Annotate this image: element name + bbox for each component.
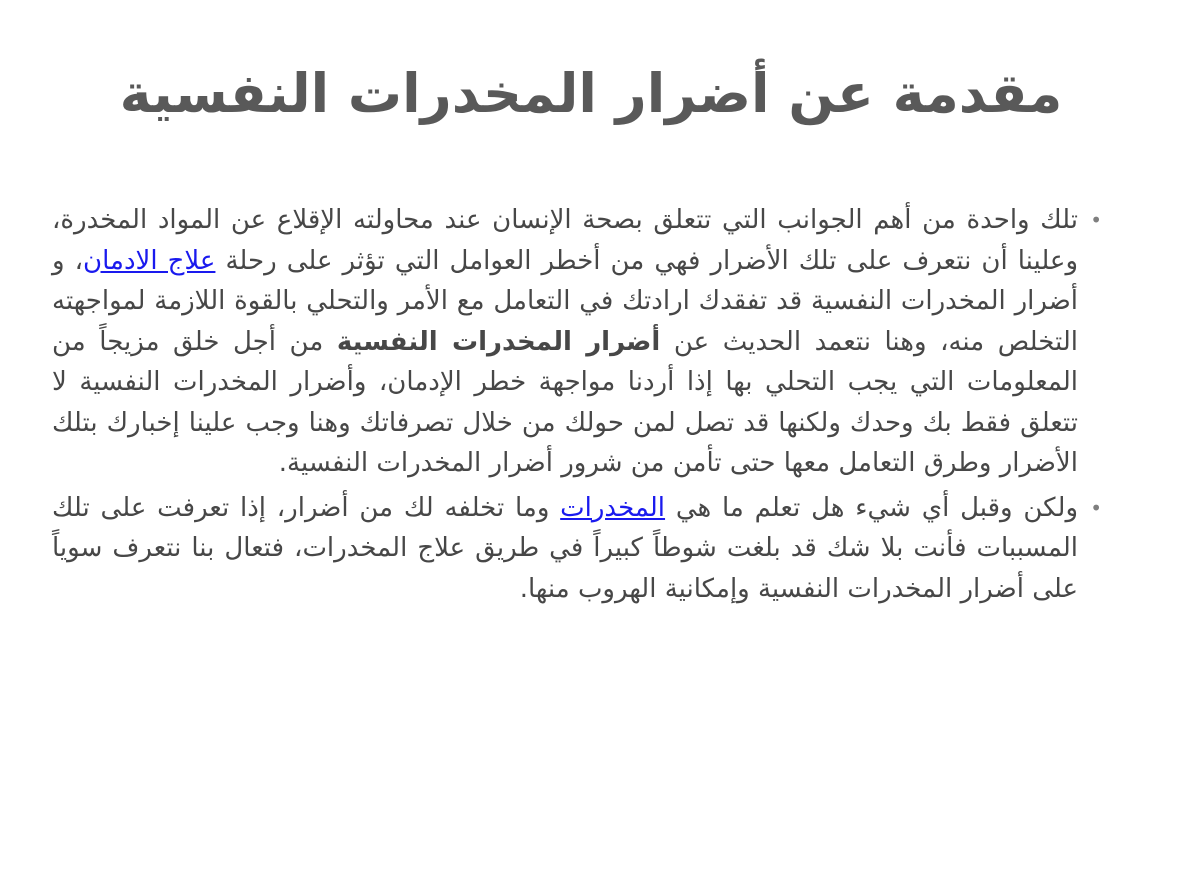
drugs-link[interactable]: المخدرات — [560, 492, 666, 523]
bullet-item-2 — [52, 488, 1102, 610]
bold-phrase: أضرار المخدرات النفسية — [336, 326, 661, 357]
treatment-addiction-link[interactable]: علاج الادمان — [83, 245, 216, 276]
bullet-dot-icon: • — [1090, 208, 1102, 232]
bullet-item-1 — [52, 200, 1102, 484]
bullet-text-segment: من أجل خلق مزيجاً من المعلومات التي يجب التحلي بها إذا أردنا مواجهة خطر الإدمان، وأضرار المخدرات النفسية لا تتعلق فقط بك وحدك ولكنها قد تصل لمن حولك من خلال تصرفاتك وهنا وجب علينا إخبارك بتلك الأضرار وطرق التعامل معها حتى تأمن من شرور أضرار المخدرات النفسية. — [52, 326, 1078, 478]
bullet-text-segment: ، و أضرار المخدرات النفسية قد تفقدك ارادتك في التعامل مع الأمر والتحلي بالقوة اللازمة لمواجهته التخلص منه، وهنا نتعمد الحديث عن — [52, 245, 1078, 357]
bullet-text-segment: وما تخلفه لك من أضرار، إذا تعرفت على تلك المسببات فأنت بلا شك قد بلغت شوطاً كبيراً في طريق علاج المخدرات، فتعال بنا نتعرف سوياً على أضرار المخدرات النفسية وإمكانية الهروب منها. — [52, 492, 1078, 604]
bullet-list — [52, 200, 1102, 613]
bullet-text-segment: ولكن وقبل أي شيء هل تعلم ما هي — [665, 492, 1079, 523]
bullet-text-segment: تلك واحدة من أهم الجوانب التي تتعلق بصحة الإنسان عند محاولته الإقلاع عن المواد المخدرة، وعلينا أن نتعرف على تلك الأضرار فهي من أخطر العوامل التي تؤثر على رحلة — [52, 205, 1078, 276]
slide-title: مقدمة عن أضرار المخدرات النفسية — [119, 62, 1063, 125]
bullet-dot-icon: • — [1090, 495, 1102, 520]
